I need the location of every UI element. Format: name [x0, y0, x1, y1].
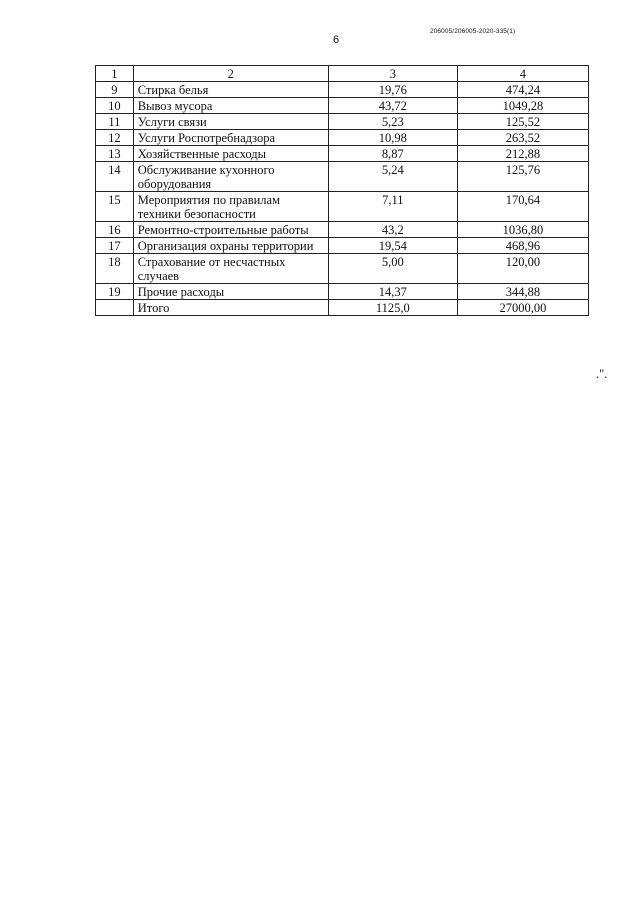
row-name-cell: Итого [133, 300, 328, 316]
table-row [96, 238, 589, 254]
row-number-cell: 10 [96, 98, 134, 114]
row-number-cell: 11 [96, 114, 134, 130]
table-row [96, 222, 589, 238]
table-row [96, 98, 589, 114]
row-value-cell: 43,2 [328, 222, 457, 238]
header-row [96, 66, 589, 82]
row-name-cell: Ремонтно-строительные работы [133, 222, 328, 238]
row-name-cell: Услуги Роспотребнадзора [133, 130, 328, 146]
document-code: 206005/206005-2020-335(1) [430, 28, 516, 35]
row-amount-cell: 344,88 [457, 284, 588, 300]
row-name-cell: Обслуживание кухонного оборудования [133, 162, 328, 192]
row-value-cell: 10,98 [328, 130, 457, 146]
row-amount-cell: 474,24 [457, 82, 588, 98]
row-number-cell: 14 [96, 162, 134, 192]
row-amount-cell: 125,52 [457, 114, 588, 130]
row-number-cell: 13 [96, 146, 134, 162]
row-number-cell: 9 [96, 82, 134, 98]
row-number-cell: 17 [96, 238, 134, 254]
row-value-cell: 5,24 [328, 162, 457, 192]
row-name-cell: Услуги связи [133, 114, 328, 130]
row-name-cell: Прочие расходы [133, 284, 328, 300]
row-name-cell: Организация охраны территории [133, 238, 328, 254]
row-amount-cell: 125,76 [457, 162, 588, 192]
row-name-cell: Страхование от несчастных случаев [133, 254, 328, 284]
row-name-cell: Хозяйственные расходы [133, 146, 328, 162]
row-number-cell [96, 300, 134, 316]
row-amount-cell: 263,52 [457, 130, 588, 146]
row-name-cell: Мероприятия по правилам техники безопасности [133, 192, 328, 222]
table-row [96, 82, 589, 98]
row-value-cell: 7,11 [328, 192, 457, 222]
table-row [96, 192, 589, 222]
table-row [96, 146, 589, 162]
row-amount-cell: 212,88 [457, 146, 588, 162]
row-amount-cell: 468,96 [457, 238, 588, 254]
header-cell-3: 3 [328, 66, 457, 82]
table-row [96, 254, 589, 284]
total-row [96, 300, 589, 316]
closing-quote-mark: .". [596, 367, 608, 381]
row-value-cell: 19,76 [328, 82, 457, 98]
table-row [96, 284, 589, 300]
row-number-cell: 15 [96, 192, 134, 222]
row-value-cell: 1125,0 [328, 300, 457, 316]
row-name-cell: Вывоз мусора [133, 98, 328, 114]
row-number-cell: 12 [96, 130, 134, 146]
row-value-cell: 5,23 [328, 114, 457, 130]
header-cell-4: 4 [457, 66, 588, 82]
row-amount-cell: 1036,80 [457, 222, 588, 238]
row-amount-cell: 1049,28 [457, 98, 588, 114]
row-value-cell: 14,37 [328, 284, 457, 300]
row-number-cell: 19 [96, 284, 134, 300]
row-value-cell: 43,72 [328, 98, 457, 114]
row-number-cell: 16 [96, 222, 134, 238]
header-cell-1: 1 [96, 66, 134, 82]
row-amount-cell: 27000,00 [457, 300, 588, 316]
row-amount-cell: 120,00 [457, 254, 588, 284]
cost-table [95, 65, 589, 316]
row-number-cell: 18 [96, 254, 134, 284]
row-name-cell: Стирка белья [133, 82, 328, 98]
table-row [96, 130, 589, 146]
page-number: 6 [333, 34, 340, 46]
row-value-cell: 8,87 [328, 146, 457, 162]
row-value-cell: 19,54 [328, 238, 457, 254]
table-row [96, 162, 589, 192]
header-cell-2: 2 [133, 66, 328, 82]
table-row [96, 114, 589, 130]
row-value-cell: 5,00 [328, 254, 457, 284]
row-amount-cell: 170,64 [457, 192, 588, 222]
